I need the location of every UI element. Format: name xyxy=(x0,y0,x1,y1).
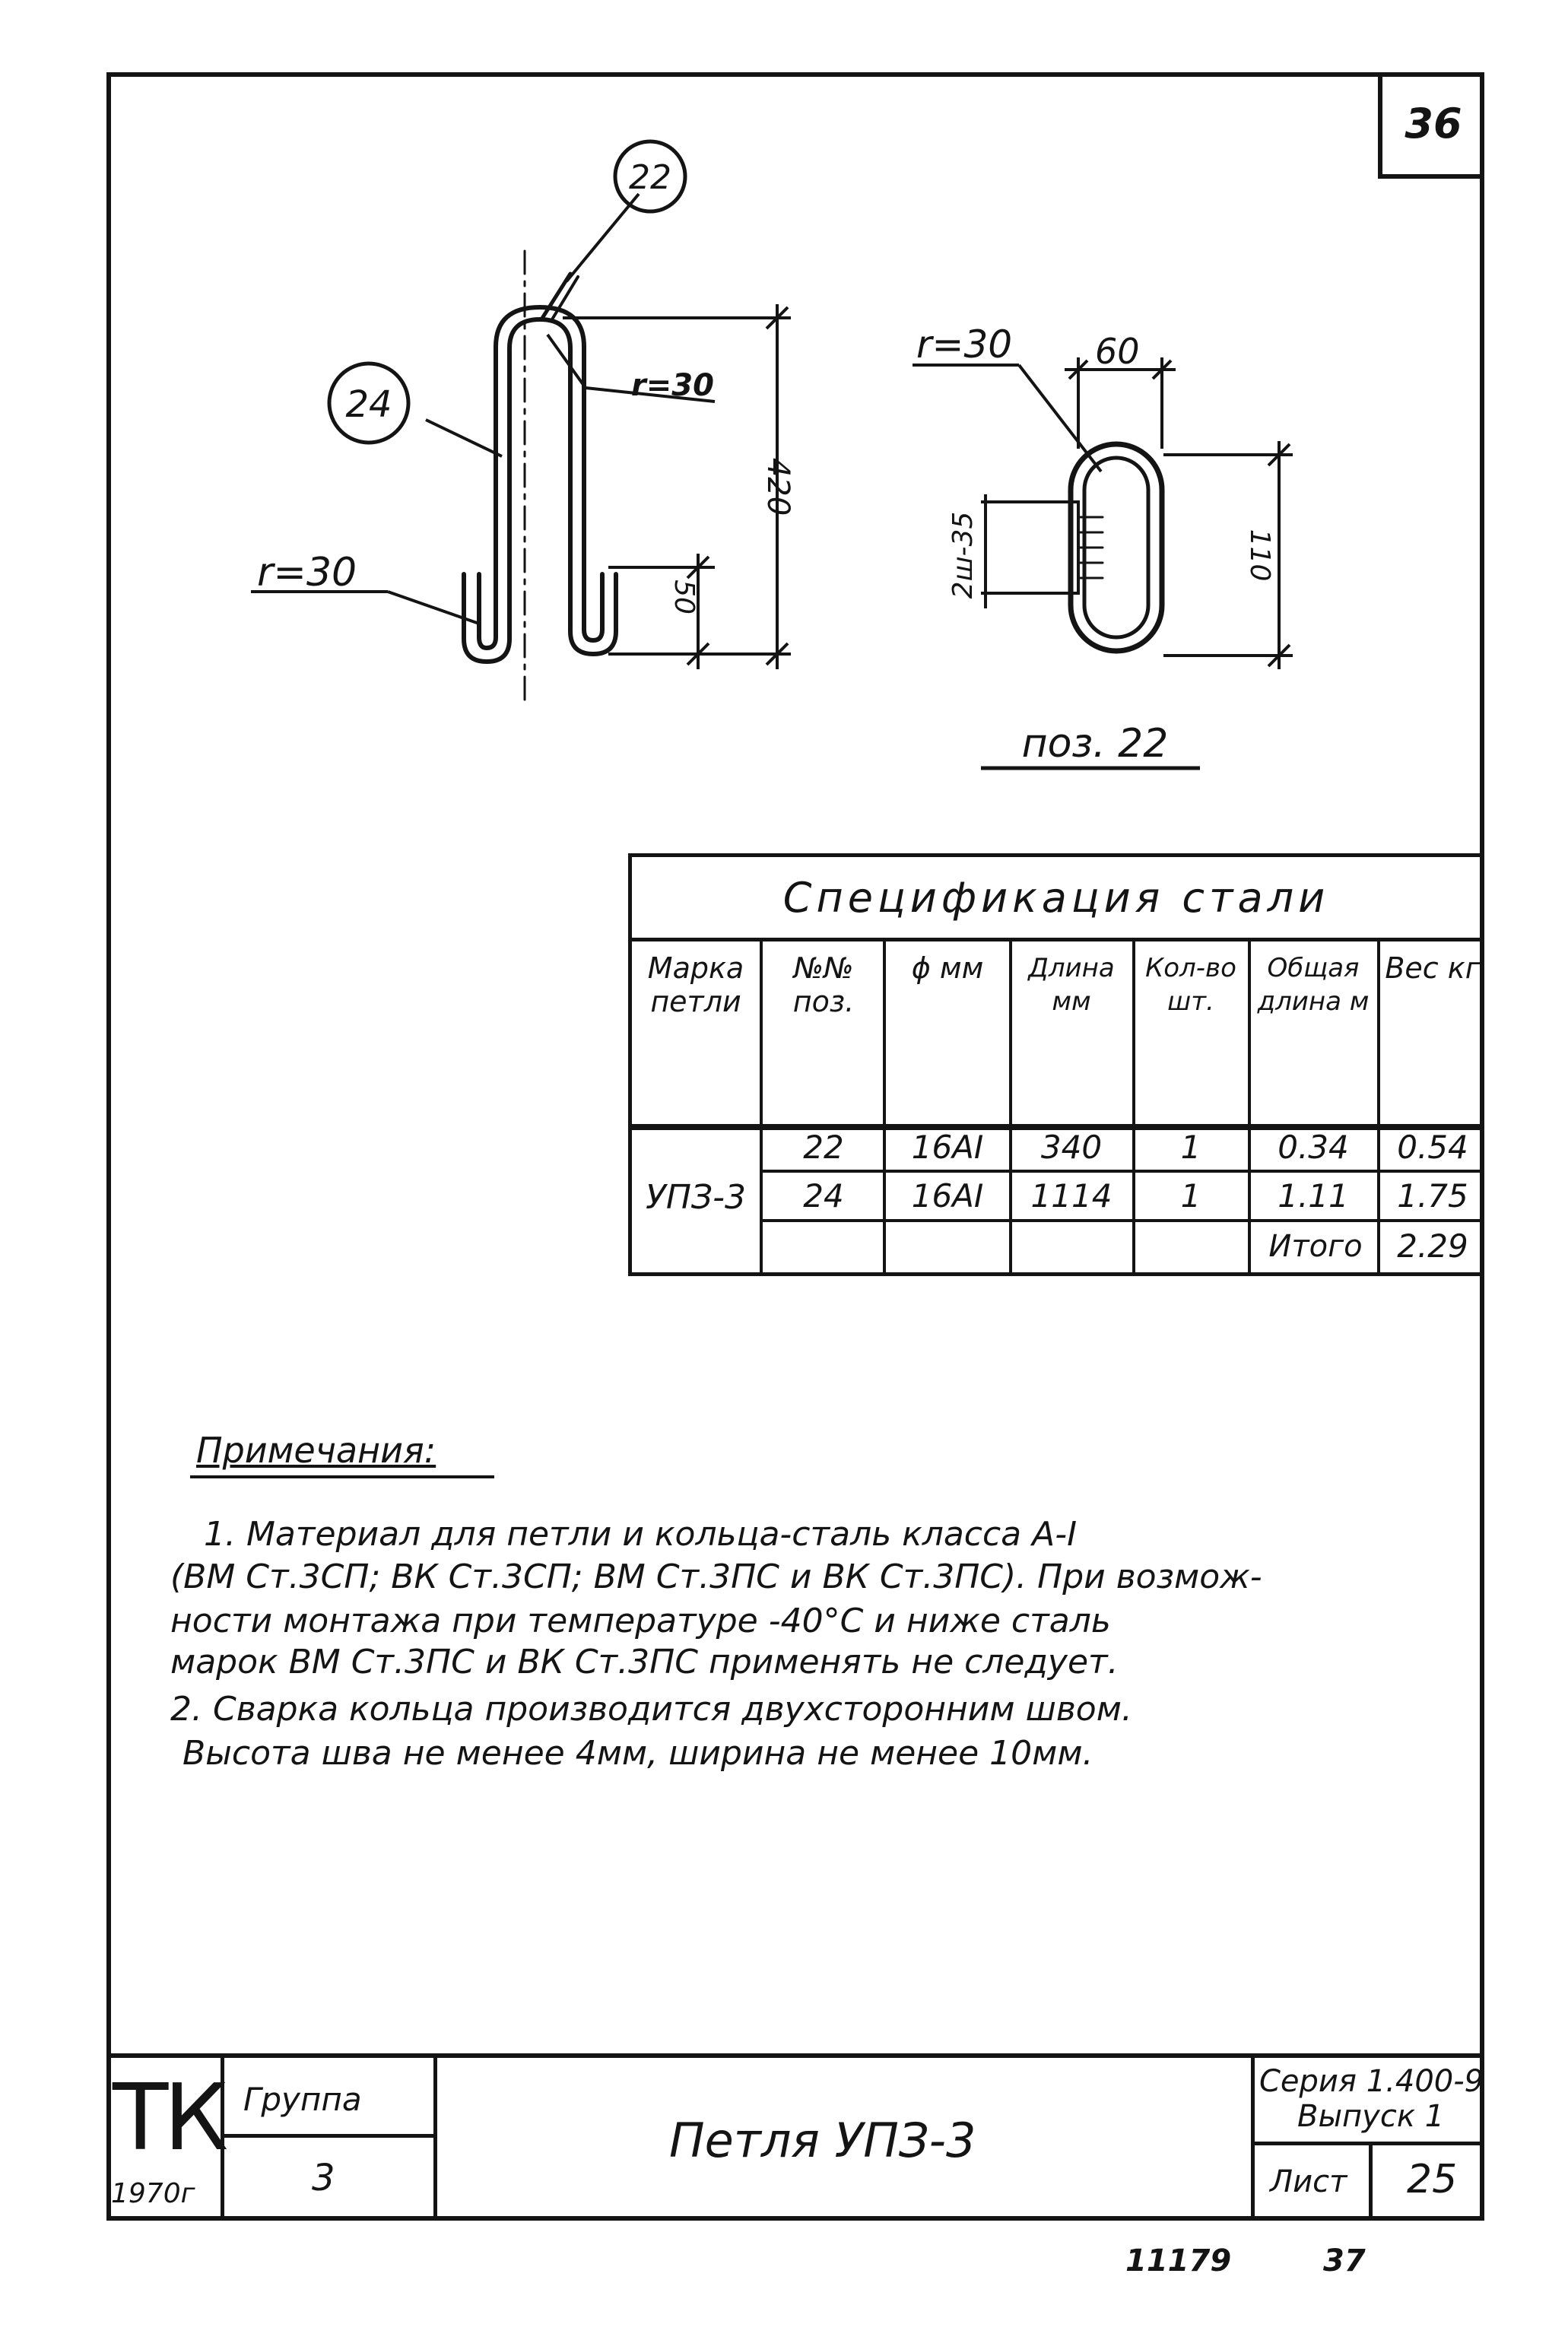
total-label: Итого xyxy=(1268,1229,1363,1264)
footer-right-number: 37 xyxy=(1323,2243,1366,2278)
header-mark: Марка петли xyxy=(647,951,744,1018)
row2-total-length: 1.11 xyxy=(1278,1177,1349,1215)
drawing-title: Петля УПЗ-3 xyxy=(669,2113,976,2168)
header-pos: №№ поз. xyxy=(792,951,855,1018)
notes-title: Примечания: xyxy=(196,1430,436,1471)
note-line-4: марок ВМ Ст.3ПС и ВК Ст.3ПС применять не следует. xyxy=(170,1643,1119,1681)
note-line-6: Высота шва не менее 4мм, ширина не менее 10мм. xyxy=(183,1734,1093,1773)
row2-weight: 1.75 xyxy=(1397,1177,1468,1215)
row2-length: 1114 xyxy=(1030,1177,1113,1215)
ring-height-label: 110 xyxy=(1244,529,1275,582)
footer-left-number: 11179 xyxy=(1125,2243,1232,2278)
row1-length: 340 xyxy=(1040,1129,1103,1166)
ring-radius-label: r=30 xyxy=(916,322,1013,367)
header-weight: Вес кг xyxy=(1385,951,1481,985)
loop-drawing xyxy=(0,0,1568,837)
row1-total-length: 0.34 xyxy=(1278,1129,1349,1166)
ring-width-label: 60 xyxy=(1095,331,1140,372)
title-block xyxy=(106,2053,1484,2221)
group-value: 3 xyxy=(312,2157,335,2199)
ring-caption: поз. 22 xyxy=(1021,721,1169,767)
group-label: Группа xyxy=(243,2081,362,2118)
org-mark: ТК xyxy=(113,2066,224,2171)
callout-24-text: 24 xyxy=(345,383,392,426)
row2-diam: 16АI xyxy=(911,1177,984,1215)
series: Серия 1.400-9 xyxy=(1259,2064,1484,2099)
note-line-5: 2. Сварка кольца производится двухсторонним швом. xyxy=(170,1690,1132,1729)
issue: Выпуск 1 xyxy=(1297,2099,1445,2134)
radius-left-label: r=30 xyxy=(257,550,357,595)
header-length: Длина мм xyxy=(1028,953,1115,1017)
sheet-label: Лист xyxy=(1270,2164,1347,2199)
row1-weight: 0.54 xyxy=(1397,1129,1468,1166)
radius-top-label: r=30 xyxy=(631,368,714,403)
spec-table xyxy=(628,853,1484,1276)
year: 1970г xyxy=(111,2178,195,2209)
note-line-3: ности монтажа при температуре -40°С и ниже сталь xyxy=(170,1602,1111,1640)
sheet-number: 36 xyxy=(1378,72,1484,179)
row1-qty: 1 xyxy=(1180,1129,1201,1166)
spec-table-title: Спецификация стали xyxy=(628,853,1484,941)
total-value: 2.29 xyxy=(1397,1227,1468,1265)
callout-22-text: 22 xyxy=(629,158,671,197)
note-line-2: (ВМ Ст.3СП; ВК Ст.3СП; ВМ Ст.3ПС и ВК Ст.3ПС). При возмож- xyxy=(170,1557,1262,1596)
row2-pos: 24 xyxy=(803,1177,844,1215)
mark-value: УПЗ-3 xyxy=(646,1178,746,1217)
header-qty: Кол-во шт. xyxy=(1145,953,1236,1017)
header-diam: ϕ мм xyxy=(911,951,984,985)
row2-qty: 1 xyxy=(1180,1177,1201,1215)
dim-50-label: 50 xyxy=(668,579,700,614)
notes-title-underline xyxy=(190,1475,494,1478)
row1-pos: 22 xyxy=(803,1129,844,1166)
ring-weld-label: 2ш-35 xyxy=(947,511,979,599)
spec-table-grid xyxy=(628,938,1484,1276)
sheet-value: 25 xyxy=(1407,2157,1458,2202)
note-line-1: 1. Материал для петли и кольца-сталь класса А-I xyxy=(204,1515,1078,1554)
row1-diam: 16АI xyxy=(911,1129,984,1166)
dim-420-label: 420 xyxy=(760,457,795,516)
header-total-length: Общая длина м xyxy=(1257,953,1370,1017)
